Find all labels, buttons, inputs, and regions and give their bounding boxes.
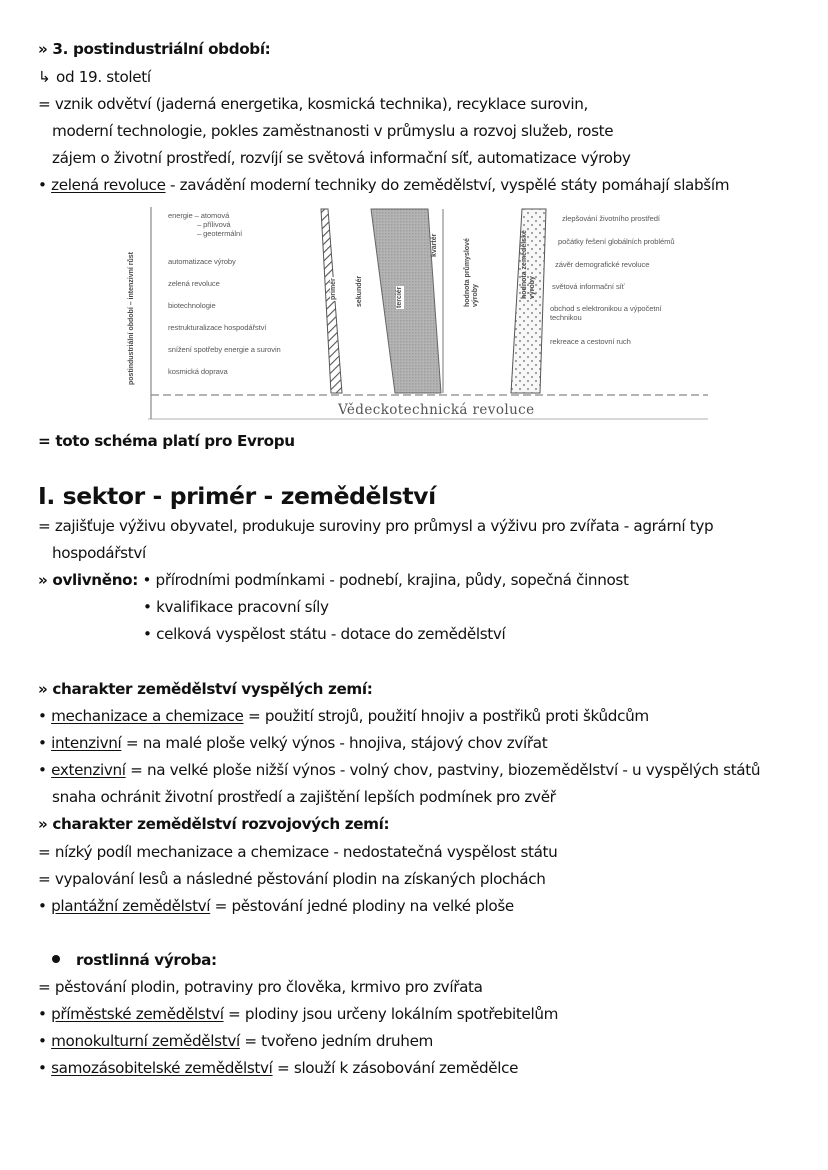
- left-item: snížení spotřeby energie a surovin: [168, 345, 281, 354]
- developed-item-term: mechanizace a chemizace: [51, 707, 244, 725]
- left-item: energie – atomová: [168, 211, 230, 220]
- round-bullet-icon: [52, 955, 60, 963]
- europe-note: = toto schéma platí pro Evropu: [38, 432, 295, 450]
- developed-item-definition: = na malé ploše velký výnos - hnojiva, stájový chov zvířat: [121, 734, 548, 752]
- developed-item: [38, 733, 547, 753]
- developed-continuation: snaha ochránit životní prostředí a zajištění lepších podmínek pro zvěř: [52, 788, 556, 806]
- right-item: technikou: [550, 313, 582, 322]
- primer-label: primér: [330, 278, 337, 300]
- sekunder-label: sekundér: [356, 275, 363, 307]
- developed-item: [38, 706, 649, 726]
- agricultural-value-label: hodnota zemědělské výroby: [521, 230, 536, 299]
- green-revolution-definition: - zavádění moderní techniky do zemědělství, vyspělé státy pomáhají slabším: [165, 176, 730, 194]
- influenced-row: [38, 570, 629, 590]
- arrow-return-right-icon: ↳: [38, 68, 51, 86]
- sector-heading: I. sektor - primér - zemědělství: [38, 482, 436, 510]
- left-item: – geotermální: [197, 229, 243, 238]
- left-item: biotechnologie: [168, 301, 216, 310]
- postindustrial-desc-line: = vznik odvětví (jaderná energetika, kosmická technika), recyklace surovin,: [38, 95, 588, 113]
- terciar-label: terciér: [396, 286, 403, 308]
- influenced-item: • celková vyspělost státu - dotace do zemědělství: [143, 625, 506, 643]
- left-item: restrukturalizace hospodářství: [168, 323, 267, 332]
- crop-item-definition: = tvořeno jedním druhem: [239, 1032, 434, 1050]
- influenced-label: » ovlivněno:: [38, 571, 138, 589]
- sector-desc-line: = zajišťuje výživu obyvatel, produkuje suroviny pro průmysl a výživu pro zvířata - agrární typ: [38, 517, 714, 535]
- crop-item-term: monokulturní zemědělství: [51, 1032, 240, 1050]
- since-text: od 19. století: [56, 68, 151, 86]
- crop-production-desc: = pěstování plodin, potraviny pro člověka, krmivo pro zvířata: [38, 978, 483, 996]
- bullet-icon: •: [38, 734, 47, 752]
- developed-item-definition: = na velké ploše nižší výnos - volný chov, pastviny, biozemědělství - u vyspělých států: [125, 761, 761, 779]
- diagram-caption: Vědeckotechnická revoluce: [338, 402, 535, 418]
- primer-band: [321, 209, 342, 393]
- developing-item-definition: = pěstování jedné plodiny na velké ploše: [210, 897, 514, 915]
- crop-production-heading: rostlinná výroba:: [76, 951, 217, 969]
- right-item: rekreace a cestovní ruch: [550, 337, 631, 346]
- bullet-icon: •: [38, 1059, 47, 1077]
- right-item: světová informační síť: [552, 282, 625, 291]
- crop-item: [38, 1031, 433, 1051]
- crop-item: [38, 1058, 518, 1078]
- industrial-value-label: hodnota průmyslové výroby: [464, 238, 479, 307]
- right-item: závěr demografické revoluce: [555, 260, 650, 269]
- crop-item-term: příměstské zemědělství: [51, 1005, 224, 1023]
- sector-desc-line: hospodářství: [52, 544, 146, 562]
- left-item: automatizace výroby: [168, 257, 236, 266]
- developed-item: [38, 760, 760, 780]
- developing-line: = nízký podíl mechanizace a chemizace - nedostatečná vyspělost státu: [38, 843, 558, 861]
- scientific-technical-revolution-diagram: [118, 203, 708, 421]
- crop-item-term: samozásobitelské zemědělství: [51, 1059, 273, 1077]
- right-item: zlepšování životního prostředí: [562, 214, 660, 223]
- kvarter-label: kvartér: [431, 233, 438, 257]
- green-revolution-term: zelená revoluce: [51, 176, 166, 194]
- crop-item-definition: = slouží k zásobování zemědělce: [272, 1059, 519, 1077]
- left-item: – přílivová: [197, 220, 231, 229]
- right-item: počátky řešení globálních problémů: [558, 237, 675, 246]
- developed-item-definition: = použití strojů, použití hnojiv a postřiků proti škůdcům: [243, 707, 649, 725]
- since-line: [38, 67, 151, 87]
- developed-item-term: extenzivní: [51, 761, 126, 779]
- developed-item-term: intenzivní: [51, 734, 122, 752]
- developing-item: [38, 896, 514, 916]
- green-revolution-item: [38, 175, 729, 195]
- bullet-icon: •: [38, 707, 47, 725]
- developing-item-term: plantážní zemědělství: [51, 897, 211, 915]
- right-item: obchod s elektronikou a výpočetní: [550, 304, 662, 313]
- developing-heading: » charakter zemědělství rozvojových zemí:: [38, 815, 390, 833]
- bullet-icon: •: [38, 1032, 47, 1050]
- bullet-icon: •: [38, 1005, 47, 1023]
- crop-production-heading-row: [52, 950, 217, 970]
- vertical-axis-label: postindustriální období – intenzivní růst: [128, 252, 135, 385]
- crop-item-definition: = plodiny jsou určeny lokálním spotřebitelům: [223, 1005, 559, 1023]
- postindustrial-heading: » 3. postindustriální období:: [38, 40, 271, 58]
- influenced-item: • přírodními podmínkami - podnebí, krajina, půdy, sopečná činnost: [142, 571, 629, 589]
- postindustrial-desc-line: zájem o životní prostředí, rozvíjí se světová informační síť, automatizace výroby: [52, 149, 631, 167]
- influenced-item: • kvalifikace pracovní síly: [143, 598, 329, 616]
- bullet-icon: •: [38, 761, 47, 779]
- developed-heading: » charakter zemědělství vyspělých zemí:: [38, 680, 373, 698]
- developing-line: = vypalování lesů a následné pěstování plodin na získaných plochách: [38, 870, 546, 888]
- left-item: zelená revoluce: [168, 279, 220, 288]
- crop-item: [38, 1004, 558, 1024]
- left-item: kosmická doprava: [168, 367, 228, 376]
- bullet-icon: •: [38, 897, 47, 915]
- postindustrial-desc-line: moderní technologie, pokles zaměstnanosti v průmyslu a rozvoj služeb, roste: [52, 122, 614, 140]
- bullet-icon: •: [38, 176, 47, 194]
